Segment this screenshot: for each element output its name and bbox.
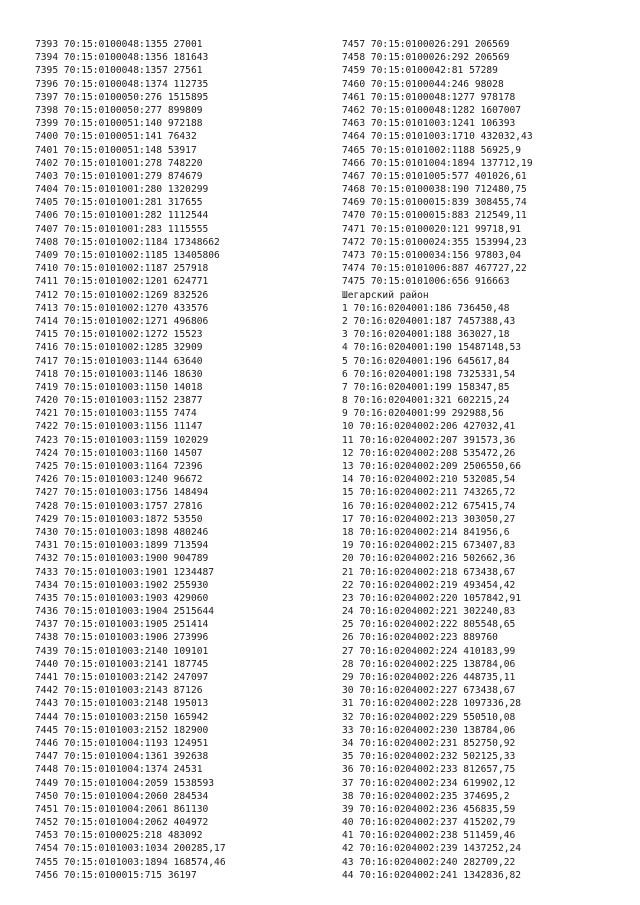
right-row: 36 70:16:0204002:233 812657,75 bbox=[342, 764, 516, 776]
right-row: 34 70:16:0204002:231 852750,92 bbox=[342, 737, 516, 749]
left-row: 7453 70:15:0100025:218 483092 bbox=[35, 830, 203, 842]
right-row: 38 70:16:0204002:235 374695,2 bbox=[342, 790, 510, 802]
right-row: 16 70:16:0204002:212 675415,74 bbox=[342, 500, 516, 512]
left-row: 7402 70:15:0101001:278 748220 bbox=[35, 157, 203, 169]
right-row: 7462 70:15:0100048:1282 1607007 bbox=[342, 104, 522, 116]
right-row: 10 70:16:0204002:206 427032,41 bbox=[342, 421, 516, 433]
right-row: 1 70:16:0204001:186 736450,48 bbox=[342, 302, 510, 314]
right-row: 7460 70:15:0100044:246 98028 bbox=[342, 78, 504, 90]
right-row: 9 70:16:0204001:99 292988,56 bbox=[342, 408, 504, 420]
right-row: 14 70:16:0204002:210 532085,54 bbox=[342, 474, 516, 486]
left-row: 7454 70:15:0101003:1034 200285,17 bbox=[35, 843, 226, 855]
left-row: 7399 70:15:0100051:140 972188 bbox=[35, 118, 203, 130]
left-row: 7435 70:15:0101003:1903 429060 bbox=[35, 592, 209, 604]
left-row: 7412 70:15:0101002:1269 832526 bbox=[35, 289, 209, 301]
right-row: 43 70:16:0204002:240 282709,22 bbox=[342, 856, 516, 868]
right-row: 7461 70:15:0100048:1277 978178 bbox=[342, 91, 516, 103]
left-row: 7447 70:15:0101004:1361 392638 bbox=[35, 751, 209, 763]
left-row: 7401 70:15:0100051:148 53917 bbox=[35, 144, 197, 156]
right-row: 5 70:16:0204001:196 645617,84 bbox=[342, 355, 510, 367]
right-row: 20 70:16:0204002:216 502662,36 bbox=[342, 553, 516, 565]
right-row: 18 70:16:0204002:214 841956,6 bbox=[342, 526, 510, 538]
right-row: 27 70:16:0204002:224 410183,99 bbox=[342, 645, 516, 657]
left-row: 7416 70:15:0101002:1285 32909 bbox=[35, 342, 203, 354]
right-row: 44 70:16:0204002:241 1342836,82 bbox=[342, 869, 522, 881]
right-row: 42 70:16:0204002:239 1437252,24 bbox=[342, 843, 522, 855]
left-row: 7398 70:15:0100050:277 899809 bbox=[35, 104, 203, 116]
right-row: 2 70:16:0204001:187 7457388,43 bbox=[342, 315, 516, 327]
right-row: 17 70:16:0204002:213 303050,27 bbox=[342, 513, 516, 525]
left-row: 7436 70:15:0101003:1904 2515644 bbox=[35, 606, 215, 618]
right-row: 31 70:16:0204002:228 1097336,28 bbox=[342, 698, 522, 710]
right-row: 7458 70:15:0100026:292 206569 bbox=[342, 52, 510, 64]
right-row: 41 70:16:0204002:238 511459,46 bbox=[342, 830, 516, 842]
right-row: 7459 70:15:0100042:81 57289 bbox=[342, 65, 498, 77]
right-row: 24 70:16:0204002:221 302240,83 bbox=[342, 606, 516, 618]
right-row: 8 70:16:0204001:321 602215,24 bbox=[342, 395, 510, 407]
right-row: 13 70:16:0204002:209 2506550,66 bbox=[342, 461, 522, 472]
right-row: 7466 70:15:0101004:1894 137712,19 bbox=[342, 157, 533, 169]
right-row: 15 70:16:0204002:211 743265,72 bbox=[342, 487, 516, 499]
right-row: 25 70:16:0204002:222 805548,65 bbox=[342, 619, 516, 631]
right-row: 7464 70:15:0101003:1710 432032,43 bbox=[342, 131, 533, 143]
right-row: 19 70:16:0204002:215 673407,83 bbox=[342, 540, 516, 552]
left-row: 7418 70:15:0101003:1146 18630 bbox=[35, 368, 203, 380]
left-row: 7433 70:15:0101003:1901 1234487 bbox=[35, 566, 215, 578]
right-row: 7467 70:15:0101005:577 401026,61 bbox=[342, 170, 527, 182]
right-row: 35 70:16:0204002:232 502125,33 bbox=[342, 751, 516, 763]
section-heading: Шегарский район bbox=[342, 289, 429, 301]
left-row: 7424 70:15:0101003:1160 14507 bbox=[35, 447, 203, 459]
right-row: 7470 70:15:0100015:883 212549,11 bbox=[342, 210, 527, 222]
left-row: 7413 70:15:0101002:1270 433576 bbox=[35, 302, 209, 314]
right-row: 30 70:16:0204002:227 673438,67 bbox=[342, 685, 516, 697]
left-row: 7406 70:15:0101001:282 1112544 bbox=[35, 210, 209, 222]
left-row: 7434 70:15:0101003:1902 255930 bbox=[35, 579, 209, 591]
left-row: 7417 70:15:0101003:1144 63640 bbox=[35, 355, 203, 367]
left-row: 7408 70:15:0101002:1184 17348662 bbox=[35, 236, 220, 248]
left-row: 7421 70:15:0101003:1155 7474 bbox=[35, 408, 197, 420]
left-row: 7444 70:15:0101003:2150 165942 bbox=[35, 711, 209, 723]
left-row: 7448 70:15:0101004:1374 24531 bbox=[35, 764, 203, 776]
left-row: 7425 70:15:0101003:1164 72396 bbox=[35, 461, 203, 472]
left-row: 7395 70:15:0100048:1357 27561 bbox=[35, 65, 203, 77]
left-row: 7439 70:15:0101003:2140 109101 bbox=[35, 645, 209, 657]
left-row: 7405 70:15:0101001:281 317655 bbox=[35, 197, 203, 209]
right-row: 7468 70:15:0100038:190 712480,75 bbox=[342, 184, 527, 196]
right-row: 4 70:16:0204001:190 15487148,53 bbox=[342, 342, 522, 354]
left-row: 7415 70:15:0101002:1272 15523 bbox=[35, 329, 203, 341]
left-row: 7426 70:15:0101003:1240 96672 bbox=[35, 474, 203, 486]
left-row: 7393 70:15:0100048:1355 27001 bbox=[35, 39, 203, 50]
left-row: 7407 70:15:0101001:283 1115555 bbox=[35, 223, 209, 235]
right-row: 7474 70:15:0101006:887 467727,22 bbox=[342, 263, 527, 275]
right-row: 28 70:16:0204002:225 138784,06 bbox=[342, 658, 516, 670]
left-row: 7428 70:15:0101003:1757 27816 bbox=[35, 500, 203, 512]
left-row: 7397 70:15:0100050:276 1515895 bbox=[35, 91, 209, 103]
left-row: 7432 70:15:0101003:1900 904789 bbox=[35, 553, 209, 565]
left-row: 7427 70:15:0101003:1756 148494 bbox=[35, 487, 209, 499]
right-row: 7463 70:15:0101003:1241 106393 bbox=[342, 118, 516, 130]
left-row: 7455 70:15:0101003:1894 168574,46 bbox=[35, 856, 226, 868]
right-row: 11 70:16:0204002:207 391573,36 bbox=[342, 434, 516, 446]
right-row: 7471 70:15:0100020:121 99718,91 bbox=[342, 223, 522, 235]
left-row: 7396 70:15:0100048:1374 112735 bbox=[35, 78, 209, 90]
right-row: 33 70:16:0204002:230 138784,06 bbox=[342, 724, 516, 736]
left-row: 7409 70:15:0101002:1185 13405806 bbox=[35, 250, 220, 261]
right-row: 37 70:16:0204002:234 619902,12 bbox=[342, 777, 516, 789]
right-row: 7472 70:15:0100024:355 153994,23 bbox=[342, 236, 527, 248]
left-row: 7440 70:15:0101003:2141 187745 bbox=[35, 658, 209, 670]
left-row: 7445 70:15:0101003:2152 182900 bbox=[35, 724, 209, 736]
left-row: 7441 70:15:0101003:2142 247097 bbox=[35, 672, 209, 683]
right-row: 7473 70:15:0100034:156 97803,04 bbox=[342, 250, 522, 261]
right-row: 7469 70:15:0100015:839 308455,74 bbox=[342, 197, 527, 209]
right-row: 7465 70:15:0101002:1188 56925,9 bbox=[342, 144, 522, 156]
right-row: 32 70:16:0204002:229 550510,08 bbox=[342, 711, 516, 723]
left-row: 7419 70:15:0101003:1150 14018 bbox=[35, 381, 203, 393]
left-row: 7451 70:15:0101004:2061 861130 bbox=[35, 803, 209, 815]
right-row: 29 70:16:0204002:226 448735,11 bbox=[342, 672, 516, 683]
right-row: 7457 70:15:0100026:291 206569 bbox=[342, 39, 510, 50]
left-row: 7456 70:15:0100015:715 36197 bbox=[35, 869, 197, 881]
left-row: 7442 70:15:0101003:2143 87126 bbox=[35, 685, 203, 697]
left-row: 7437 70:15:0101003:1905 251414 bbox=[35, 619, 209, 631]
left-row: 7403 70:15:0101001:279 874679 bbox=[35, 170, 203, 182]
right-row: 22 70:16:0204002:219 493454,42 bbox=[342, 579, 516, 591]
left-row: 7410 70:15:0101002:1187 257918 bbox=[35, 263, 209, 275]
right-row: 23 70:16:0204002:220 1057842,91 bbox=[342, 592, 522, 604]
left-column bbox=[35, 38, 325, 882]
left-row: 7430 70:15:0101003:1898 480246 bbox=[35, 526, 209, 538]
left-row: 7429 70:15:0101003:1872 53550 bbox=[35, 513, 203, 525]
right-column bbox=[342, 38, 632, 882]
left-row: 7414 70:15:0101002:1271 496806 bbox=[35, 315, 209, 327]
right-row: 40 70:16:0204002:237 415202,79 bbox=[342, 817, 516, 829]
left-row: 7443 70:15:0101003:2148 195013 bbox=[35, 698, 209, 710]
right-row: 12 70:16:0204002:208 535472,26 bbox=[342, 447, 516, 459]
right-row: 3 70:16:0204001:188 363027,18 bbox=[342, 329, 510, 341]
left-row: 7394 70:15:0100048:1356 181643 bbox=[35, 52, 209, 64]
left-row: 7423 70:15:0101003:1159 102029 bbox=[35, 434, 209, 446]
left-row: 7420 70:15:0101003:1152 23877 bbox=[35, 395, 203, 407]
left-row: 7446 70:15:0101004:1193 124951 bbox=[35, 737, 209, 749]
right-row: 39 70:16:0204002:236 456835,59 bbox=[342, 803, 516, 815]
right-row: 7475 70:15:0101006:656 916663 bbox=[342, 276, 510, 288]
left-row: 7438 70:15:0101003:1906 273996 bbox=[35, 632, 209, 644]
left-row: 7400 70:15:0100051:141 76432 bbox=[35, 131, 197, 143]
right-row: 26 70:16:0204002:223 889760 bbox=[342, 632, 498, 644]
right-row: 6 70:16:0204001:198 7325331,54 bbox=[342, 368, 516, 380]
right-row: 7 70:16:0204001:199 158347,85 bbox=[342, 381, 510, 393]
left-row: 7404 70:15:0101001:280 1320299 bbox=[35, 184, 209, 196]
right-row: 21 70:16:0204002:218 673438,67 bbox=[342, 566, 516, 578]
left-row: 7452 70:15:0101004:2062 404972 bbox=[35, 817, 209, 829]
left-row: 7422 70:15:0101003:1156 11147 bbox=[35, 421, 203, 433]
left-row: 7449 70:15:0101004:2059 1538593 bbox=[35, 777, 215, 789]
left-row: 7431 70:15:0101003:1899 713594 bbox=[35, 540, 209, 552]
left-row: 7411 70:15:0101002:1201 624771 bbox=[35, 276, 209, 288]
left-row: 7450 70:15:0101004:2060 284534 bbox=[35, 790, 209, 802]
